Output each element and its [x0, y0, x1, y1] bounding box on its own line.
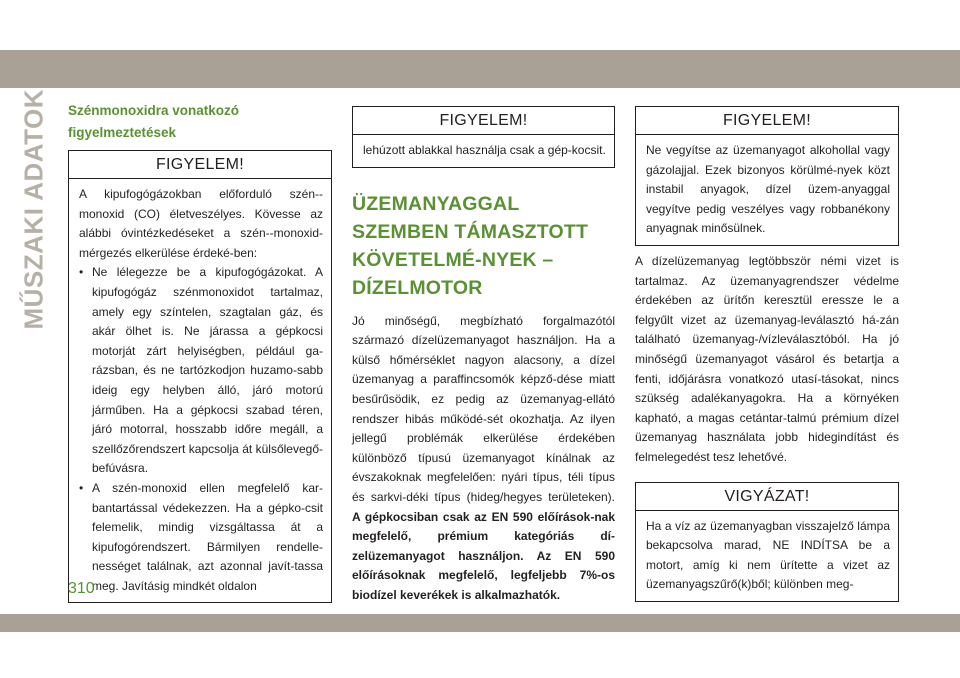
warning-box-body: [69, 179, 331, 602]
list-item-text: Ne lélegezze be a kipufogógázokat. A kipufogógáz szénmonoxidot tartalmaz, amely egy színtelen, szagtalan gáz, és akár ölhet is. Ne járassa a gépkocsi motorját zárt helyiségben, például ga-rázsban, és ne tartózkodjon huzamo-sabb ideig egy helyben álló, járó motorú járműben. Ha a gépkocsi szabad téren, járó motorral, hosszabb időre megáll, a szellőzőrendszert kapcsolja át külsőlevegő-befúvásra.: [92, 265, 323, 476]
fuel-requirements-body: [352, 312, 615, 606]
caution-text: Ha a víz az üzemanyagban visszajelző lámpa bekapcsolva marad, NE INDÍTSA be a motort, amíg ki nem ürítette a vizet az üzemanyagszűrő(k)ből; különben meg-: [646, 518, 890, 592]
warning-box-co: [68, 150, 332, 603]
warning-box-title: FIGYELEM!: [636, 107, 898, 135]
header-band: [0, 0, 960, 58]
side-section-label-text: MŰSZAKI ADATOK: [18, 88, 49, 330]
caution-box-body: [636, 511, 898, 601]
warning-box-title: FIGYELEM!: [353, 107, 614, 135]
caution-box-title: VIGYÁZAT!: [636, 483, 898, 511]
bullet-marker: •: [79, 265, 84, 280]
column-2: [352, 106, 615, 606]
fuel-requirements-heading: ÜZEMANYAGGAL SZEMBEN TÁMASZTOTT KÖVETELMÉ-NYEK – DÍZELMOTOR: [352, 192, 589, 299]
fuel-requirements-text: Jó minőségű, megbízható forgalmazótól származó dízelüzemanyagot használjon. Ha a külső hőmérséklet nagyon alacsony, a dízel üzemanyag a paraffincsomók képző-dése miatt besűrűsödik, ez pedig az üzemanyag-ellátó rendszer hibás működé-sét okozhatja. Az ilyen jellegű problémák elkerülése érdekében különböző típusú üzemanyagot kínálnak az évszakoknak megfelelően: nyári típus, téli típus és sarkvi-déki típus (hideg/hegyes területeken).: [352, 313, 615, 504]
caution-box-water: [635, 482, 899, 602]
warning-text: lehúzott ablakkal használja csak a gép-kocsit.: [363, 143, 606, 157]
page-number: 310: [68, 580, 95, 597]
warning-box-title: FIGYELEM!: [69, 151, 331, 179]
side-section-label: [12, 88, 56, 330]
warning-box-body: [353, 135, 614, 167]
warning-text: Ne vegyítse az üzemanyagot alkohollal vagy gázolajjal. Ezek bizonyos körülmé-nyek közt instabil anyagok, dízel üzem-anyaggal vegyítve pedig veszélyes vagy robbanékony anyagnak minősülnek.: [646, 143, 890, 236]
fuel-requirements-bold-text: A gépkocsiban csak az EN 590 előírások-nak megfelelő, prémium kategóriás dí-zelüzemanyagot használjon. Az EN 590 előírásoknak megfelelő, legfeljebb 7%-os biodízel keverékek is alkalmazhatók.: [352, 509, 615, 602]
warning-box-body: [636, 135, 898, 245]
warning-box-continued: [352, 106, 615, 168]
co-warning-heading: Szénmonoxidra vonatkozó figyelmeztetések: [68, 103, 240, 140]
column-1: [68, 100, 332, 603]
warning-box-alcohol: [635, 106, 899, 246]
header-bar: [0, 50, 960, 88]
warning-intro: A kipufogógázokban előforduló szén--monoxid (CO) életveszélyes. Kövesse az alábbi óvintézkedéseket a szén--monoxid-mérgezés elkerülése érdeké-ben:: [79, 187, 323, 260]
water-in-fuel-body: A dízelüzemanyag legtöbbször némi vizet is tartalmaz. Az üzemanyagrendszer védelme érdekében az ürítőn keresztül eressze le a felgyűlt vizet az üzemanyag-leválasztó há-zán található üzemanyag-/vízleválasztóból. Ha jó minőségű üzemanyagot vásárol és betartja a fenti, időjárásra vonatkozó utasí-tásokat, nincs szükség adalékanyagokra. Ha a környéken kapható, a magas cetántar-talmú prémium dízel üzemanyag használata jobb hidegindítást és felmelegedést tesz lehetővé.: [635, 253, 899, 464]
list-item: [79, 479, 323, 597]
bullet-marker: •: [79, 480, 84, 495]
footer-bar: [0, 614, 960, 632]
list-item: [79, 263, 323, 479]
column-3: [635, 106, 899, 602]
list-item-text: A szén-monoxid ellen megfelelő kar-bantartással védekezzen. Ha a gépko-csit felemelik, mindig vizsgáltassa át a kipufogórendszert. Bármilyen rendelle-nességet találnak, azt azonnal javít-tassa meg. Javításig mindkét oldalon: [92, 480, 323, 593]
